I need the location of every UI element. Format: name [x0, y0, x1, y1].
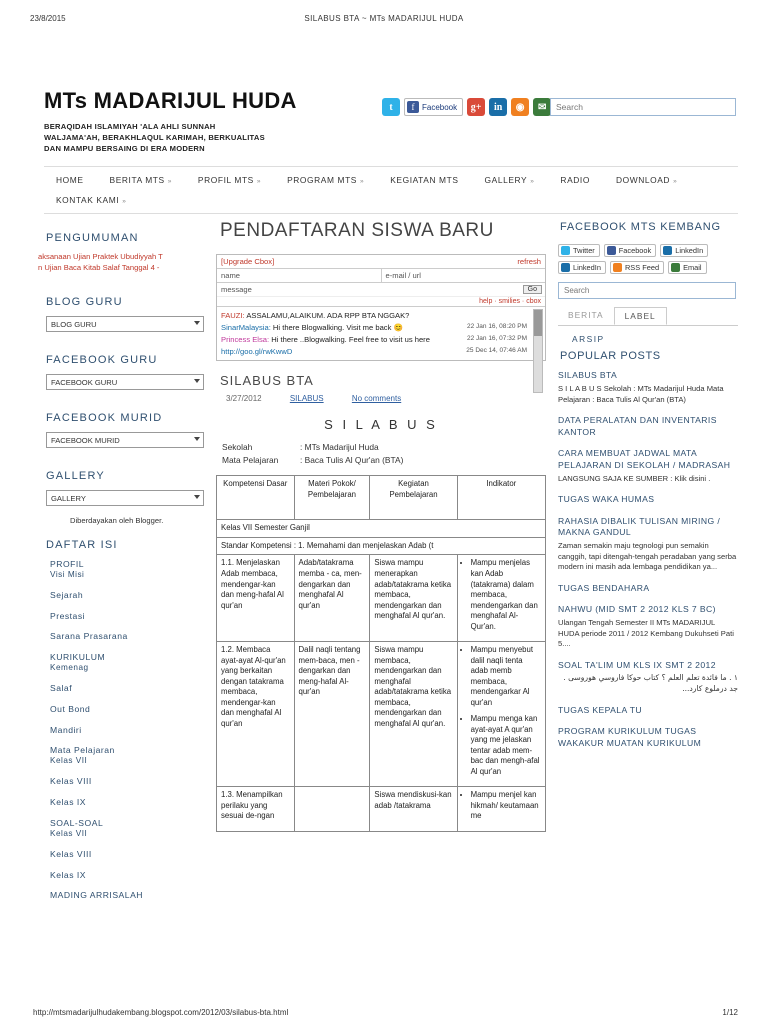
table-row: [217, 555, 546, 642]
main-page-title: PENDAFTARAN SISWA BARU: [220, 220, 494, 241]
tab-berita[interactable]: BERITA: [568, 310, 604, 321]
tab-label[interactable]: LABEL: [614, 307, 667, 325]
syllabus-subject-value: : Baca Tulis Al Qur'an (BTA): [300, 455, 404, 466]
syllabus-table: [216, 475, 546, 831]
page-title: MTs MADARIJUL HUDA: [44, 88, 297, 113]
social-chip-label: Email: [683, 263, 702, 273]
main-navigation: [44, 166, 738, 214]
cbox-message-text: http://goo.gl/rwKwwD: [221, 346, 293, 356]
popular-post-item[interactable]: [558, 448, 738, 484]
cbox-scrollbar-thumb[interactable]: [534, 310, 542, 336]
cbox-message-text: Hi there ..Blogwalking. Feel free to visit us here: [271, 334, 430, 344]
sidebar-heading-pengumuman: PENGUMUMAN: [46, 232, 139, 244]
nav-item-berita-mts[interactable]: [110, 175, 186, 185]
popular-post-snippet: LANGSUNG SAJA KE SUMBER : Klik disini .: [558, 473, 711, 483]
nav-item-label: PROGRAM MTS: [287, 175, 357, 185]
toc-item-label: Kelas IX: [50, 869, 87, 880]
toc-item-label: Salaf: [50, 683, 73, 694]
facebook-icon: f: [407, 101, 419, 113]
chevron-down-icon: »: [167, 178, 172, 185]
cell-indikator: [457, 787, 545, 832]
cbox-message-user: SinarMalaysia:: [221, 322, 273, 332]
toc-item[interactable]: [50, 870, 210, 881]
gallery-select[interactable]: [46, 490, 204, 506]
powered-by-label: Diberdayakan oleh Blogger.: [70, 516, 164, 525]
popular-post-item[interactable]: [558, 415, 738, 438]
cbox-email-input[interactable]: e-mail / url: [385, 271, 421, 280]
cell-kompetensi-dasar: 1.3. Menampilkan perilaku yang sesuai de-ngan: [217, 787, 295, 832]
popular-post-item[interactable]: [558, 726, 738, 749]
chevron-down-icon: »: [122, 198, 127, 205]
cbox-help-links[interactable]: help · smilies · cbox: [217, 296, 545, 306]
cell-indikator: [457, 642, 545, 787]
toc-item-label: Mandiri: [50, 724, 82, 735]
nav-row-primary: [56, 175, 703, 185]
cbox-message-text: ASSALAMU,ALAIKUM. ADA RPP BTA NGGAK?: [246, 311, 410, 320]
toc-item[interactable]: [50, 725, 210, 736]
cbox-message-text: Hi there Blogwalking. Visit me back 😊: [272, 322, 403, 332]
popular-post-snippet: Zaman semakin maju tegnologi pun semakin canggih, tapi ditengah-tengah peradaban yang serba modern ini masih ada lembaga pendidikan ya...: [558, 540, 737, 572]
cbox-message: [221, 311, 541, 321]
indikator-item: • Mampu menjel kan hikmah/ keutamaan me: [471, 790, 541, 822]
popular-post-title[interactable]: PROGRAM KURIKULUM TUGAS WAKAKUR MUATAN KURIKULUM: [558, 726, 702, 748]
social-chip-icon: [561, 263, 570, 272]
nav-item-kontak-kami[interactable]: [56, 195, 140, 205]
site-description-line2: WALJAMA'AH, BERAKHLAQUL KARIMAH, BERKUALITAS: [44, 133, 265, 142]
social-chip-label: LinkedIn: [675, 246, 704, 256]
announcement-line-1: aksanaan Ujian Praktek Ubudiyyah T: [38, 252, 163, 261]
facebook-guru-select-value: FACEBOOK GURU: [51, 378, 118, 387]
cbox-message-user: FAUZI:: [221, 311, 247, 320]
popular-post-item[interactable]: [558, 370, 738, 405]
popular-post-item[interactable]: [558, 516, 738, 573]
popular-post-item[interactable]: [558, 604, 738, 649]
social-chip-facebook[interactable]: [604, 244, 656, 257]
syllabus-school-value: : MTs Madarijul Huda: [300, 442, 379, 453]
toc-item-label: Sarana Prasarana: [50, 631, 128, 642]
nav-item-label: RADIO: [560, 175, 590, 185]
popular-post-title[interactable]: SOAL TA'LIM UM KLS IX SMT 2 2012: [558, 659, 716, 670]
cbox-message-user: Princess Elsa:: [221, 334, 272, 344]
cell-kegiatan-pembelajaran: Siswa mampu menerapkan adab/tatakrama ketika membaca, mendengarkan dan menghafal Al qur'an.: [370, 555, 457, 642]
announcement-line-2: n Ujian Baca Kitab Salaf Tanggal 4 -: [38, 263, 160, 272]
social-chip-label: RSS Feed: [624, 263, 660, 273]
indikator-item: • Mampu menga kan ayat-ayat A qur'an yang me jelaskan tentar adab mem-bac dan mengh-afal Al qur'an: [471, 714, 541, 777]
sidebar-heading-fb-murid: FACEBOOK MURID: [46, 412, 163, 424]
post-date: 3/27/2012: [226, 394, 262, 404]
syllabus-subject-label: Mata Pelajaran: [222, 455, 279, 466]
facebook-label: Facebook: [422, 102, 458, 112]
nav-item-kegiatan-mts[interactable]: [390, 175, 472, 185]
toc-item-label: PROFIL: [50, 559, 85, 569]
cell-materi-pokok: [294, 787, 370, 832]
popular-post-title[interactable]: CARA MEMBUAT JADWAL MATA PELAJARAN DI SEKOLAH / MADRASAH: [558, 448, 731, 470]
facebook-button[interactable]: [404, 98, 463, 116]
syllabus-school-label: Sekolah: [222, 442, 253, 453]
nav-row-secondary: [56, 195, 152, 205]
post-label-link[interactable]: SILABUS: [289, 394, 324, 404]
chevron-down-icon: »: [673, 178, 678, 185]
print-title: SILABUS BTA ~ MTs MADARIJUL HUDA: [304, 14, 464, 23]
toc-item[interactable]: [50, 652, 210, 673]
linkedin-icon[interactable]: in: [489, 98, 507, 116]
table-banner-standar: Standar Kompetensi : 1. Memahami dan menjelaskan Adab (t: [217, 537, 546, 555]
chevron-down-icon: [194, 321, 200, 325]
cbox-message-feed: [217, 306, 545, 360]
popular-post-title[interactable]: TUGAS KEPALA TU: [558, 704, 643, 715]
nav-item-label: GALLERY: [484, 175, 528, 185]
site-description: [44, 121, 604, 154]
cbox-message: [221, 323, 541, 333]
search-input[interactable]: Search: [550, 98, 736, 116]
toc-item[interactable]: [50, 745, 210, 766]
toc-item-label: Mata Pelajaran: [50, 745, 115, 756]
sidebar-heading-blog-guru: BLOG GURU: [46, 296, 123, 308]
social-chip-icon: [561, 246, 570, 255]
toc-item-label: Kelas VIII: [50, 776, 92, 787]
toc-item-label: Sejarah: [50, 589, 84, 600]
popular-post-snippet: ١ . ما فائدة تعلم العلم ؟ كتاب حوكا فاروسي هوروسى . جد درملوع كارد...: [563, 673, 738, 694]
post-meta: [226, 394, 546, 403]
social-chip-linkedin[interactable]: [558, 261, 606, 274]
cell-kegiatan-pembelajaran: Siswa mampu membaca, mendengarkan dan menghafal adab/tatakrama ketika membaca, mendengarkan dan menghafal Al qur'an.: [370, 642, 457, 787]
social-chip-linkedin[interactable]: [660, 244, 708, 257]
toc-item-sublabel: Kelas VII: [50, 756, 88, 766]
social-chip-icon: [607, 246, 616, 255]
toc-item-sublabel: Kelas VII: [50, 828, 88, 838]
cbox-refresh-link[interactable]: refresh: [517, 257, 541, 266]
table-banner-kelas: Kelas VII Semester Ganjil: [217, 520, 546, 538]
blog-guru-select[interactable]: [46, 316, 204, 332]
popular-post-title[interactable]: SILABUS BTA: [558, 370, 618, 381]
site-description-line1: BERAQIDAH ISLAMIYAH 'ALA AHLI SUNNAH: [44, 122, 216, 131]
cell-materi-pokok: Adab/tatakrama memba - ca, men-dengarkan dan menghafal Al qur'an: [294, 555, 370, 642]
toc-item-label: MADING ARRISALAH: [50, 890, 144, 901]
social-chip-icon: [671, 263, 680, 272]
chevron-down-icon: »: [530, 178, 535, 185]
column-header-indikator: Indikator: [457, 476, 545, 520]
post-comments-link[interactable]: No comments: [351, 394, 402, 404]
popular-post-item[interactable]: [558, 705, 738, 717]
cell-materi-pokok: Dalil naqli tentang mem-baca, men - dengarkan dan meng-hafal Al-qur'an: [294, 642, 370, 787]
chevron-down-icon: »: [359, 178, 365, 185]
nav-item-download[interactable]: [616, 175, 691, 185]
social-chip-twitter[interactable]: [558, 244, 600, 257]
syllabus-subject: [222, 455, 546, 465]
facebook-murid-select[interactable]: [46, 432, 204, 448]
chevron-down-icon: [194, 495, 200, 499]
social-chip-icon: [613, 263, 622, 272]
social-chip-label: Facebook: [618, 246, 652, 256]
sidebar-search-input[interactable]: Search: [558, 282, 736, 299]
indikator-item: • Mampu menyebut dalil naqli tenta adab memb membaca, mendengarkar Al qur'an: [471, 645, 541, 708]
cell-kegiatan-pembelajaran: Siswa mendiskusi-kan adab /tatakrama: [370, 787, 457, 832]
nav-item-program-mts[interactable]: [287, 175, 378, 185]
toc-item[interactable]: [50, 631, 210, 642]
nav-item-home[interactable]: [56, 175, 98, 185]
cbox-message: [221, 335, 541, 345]
social-chip-list: [558, 244, 738, 274]
social-chip-icon: [663, 246, 672, 255]
cbox-message-time: 22 Jan 16, 08:20 PM: [467, 322, 527, 330]
popular-post-title[interactable]: TUGAS WAKA HUMAS: [558, 494, 655, 505]
google-plus-icon[interactable]: g+: [467, 98, 485, 116]
print-date: 23/8/2015: [30, 14, 66, 23]
toc-item[interactable]: [50, 559, 210, 580]
chevron-down-icon: [194, 379, 200, 383]
arsip-label[interactable]: ARSIP: [572, 334, 605, 345]
cbox-message-placeholder: message: [221, 285, 252, 294]
print-page-number: 1/12: [722, 1008, 738, 1017]
cbox-go-button[interactable]: Go: [523, 285, 542, 294]
popular-posts-list: [558, 370, 738, 749]
popular-post-item[interactable]: [558, 494, 738, 506]
cbox-widget[interactable]: [216, 254, 546, 361]
facebook-murid-select-value: FACEBOOK MURID: [51, 436, 120, 445]
toc-item-label: Kelas VIII: [50, 848, 92, 859]
toc-item-label: Kelas IX: [50, 797, 87, 808]
toc-item[interactable]: [50, 776, 210, 787]
nav-item-radio[interactable]: [560, 175, 604, 185]
popular-post-title[interactable]: DATA PERALATAN DAN INVENTARIS KANTOR: [558, 415, 717, 437]
chevron-down-icon: »: [256, 178, 262, 185]
cbox-message: [221, 347, 541, 357]
toc-item[interactable]: [50, 849, 210, 860]
popular-post-title[interactable]: TUGAS BENDAHARA: [558, 582, 650, 593]
cbox-name-input[interactable]: name: [217, 269, 382, 282]
toc-item[interactable]: [50, 704, 210, 715]
popular-post-item[interactable]: [558, 660, 738, 695]
post-title: SILABUS BTA: [220, 373, 314, 389]
gallery-select-value: GALLERY: [51, 494, 86, 503]
social-chip-rss-feed[interactable]: [610, 261, 664, 274]
social-chip-email[interactable]: [668, 261, 706, 274]
table-row: [217, 520, 546, 538]
twitter-icon[interactable]: t: [382, 98, 400, 116]
popular-post-snippet: Ulangan Tengah Semester II MTs MADARIJUL HUDA periode 2011 / 2012 Kembang Dukuhseti Pati 5....: [558, 617, 734, 649]
sidebar-heading-gallery: GALLERY: [46, 470, 105, 482]
toc-item[interactable]: [50, 797, 210, 808]
toc-item-label: Prestasi: [50, 610, 86, 621]
toc-item[interactable]: [50, 590, 210, 601]
toc-item[interactable]: [50, 890, 210, 901]
syllabus-school: [222, 442, 546, 452]
nav-item-label: HOME: [56, 175, 84, 185]
popular-post-title[interactable]: RAHASIA DIBALIK TULISAN MIRING / MAKNA GANDUL: [558, 515, 721, 538]
chevron-down-icon: [194, 437, 200, 441]
social-chip-label: Twitter: [573, 246, 595, 256]
table-row: [217, 537, 546, 555]
cell-kompetensi-dasar: 1.1. Menjelaskan Adab membaca, mendengar-kan dan meng-hafal Al qur'an: [217, 555, 295, 642]
rss-icon[interactable]: ◉: [511, 98, 529, 116]
nav-item-profil-mts[interactable]: [198, 175, 275, 185]
cbox-message-input[interactable]: [217, 282, 545, 296]
blog-guru-select-value: BLOG GURU: [51, 320, 97, 329]
column-header-kompetensi: Kompetensi Dasar: [217, 476, 295, 520]
sidebar-left: [38, 220, 210, 911]
print-url: http://mtsmadarijulhudakembang.blogspot.com/2012/03/silabus-bta.html: [33, 1008, 289, 1017]
main-content: [216, 220, 546, 832]
cbox-message-time: 25 Dec 14, 07:46 AM: [466, 346, 527, 354]
table-of-contents: [44, 559, 210, 901]
nav-item-gallery[interactable]: [485, 175, 549, 185]
toc-item-label: Out Bond: [50, 703, 91, 714]
column-header-kegiatan: Kegiatan Pembelajaran: [370, 476, 457, 520]
site-description-line3: DAN MAMPU BERSAING DI ERA MODERN: [44, 144, 205, 153]
popular-post-item[interactable]: [558, 583, 738, 595]
sidebar-heading-facebook: FACEBOOK MTS KEMBANG: [560, 221, 721, 233]
cbox-scrollbar[interactable]: [533, 309, 543, 393]
facebook-guru-select[interactable]: [46, 374, 204, 390]
column-header-materi: Materi Pokok/ Pembelajaran: [294, 476, 370, 520]
nav-item-label: PROFIL MTS: [197, 175, 254, 185]
nav-item-label: KONTAK KAMI: [56, 195, 120, 205]
cbox-message-time: 22 Jan 16, 07:32 PM: [467, 334, 527, 342]
sidebar-tabs: [558, 307, 738, 326]
cbox-fields: [217, 268, 545, 282]
syllabus-heading: S I L A B U S: [324, 417, 438, 433]
mail-icon[interactable]: ✉: [533, 98, 551, 116]
sidebar-heading-fb-guru: FACEBOOK GURU: [46, 354, 158, 366]
sidebar-right: [558, 220, 738, 759]
toc-item[interactable]: [50, 611, 210, 622]
cell-kompetensi-dasar: 1.2. Membaca ayat-ayat Al-qur'an yang berkaitan dengan tatakrama membaca, mendengar-kan dan menghafal Al qur'an: [217, 642, 295, 787]
toc-item-sublabel: Visi Misi: [50, 569, 85, 579]
nav-item-label: KEGIATAN MTS: [390, 175, 459, 185]
toc-item[interactable]: [50, 818, 210, 839]
cbox-header: [217, 255, 545, 268]
toc-item[interactable]: [50, 683, 210, 694]
nav-item-label: DOWNLOAD: [615, 175, 671, 185]
toc-item-label: KURIKULUM: [50, 652, 106, 663]
toc-item-sublabel: Kemenag: [50, 662, 89, 672]
nav-item-label: BERITA MTS: [109, 175, 165, 185]
popular-post-snippet: S I L A B U S Sekolah : MTs Madarijul Huda Mata Pelajaran : Baca Tulis Al Qur'an (BTA): [558, 383, 724, 404]
table-row: [217, 642, 546, 787]
indikator-item: • Mampu menjelas kan Adab (tatakrama) dalam membaca, mendengarkan dan menghafal Al-Qur'an.: [471, 558, 541, 632]
popular-posts-heading: POPULAR POSTS: [560, 350, 661, 363]
table-row: [217, 787, 546, 832]
cell-indikator: [457, 555, 545, 642]
social-links: [382, 98, 551, 116]
table-header-row: [217, 476, 546, 520]
popular-post-title[interactable]: NAHWU (MID SMT 2 2012 KLS 7 BC): [558, 604, 716, 615]
page-content: [30, 36, 738, 998]
cbox-upgrade-link[interactable]: [Upgrade Cbox]: [221, 257, 275, 266]
sidebar-heading-daftar-isi: DAFTAR ISI: [46, 539, 118, 551]
social-chip-label: LinkedIn: [573, 263, 601, 273]
toc-item-label: SOAL-SOAL: [50, 817, 104, 828]
